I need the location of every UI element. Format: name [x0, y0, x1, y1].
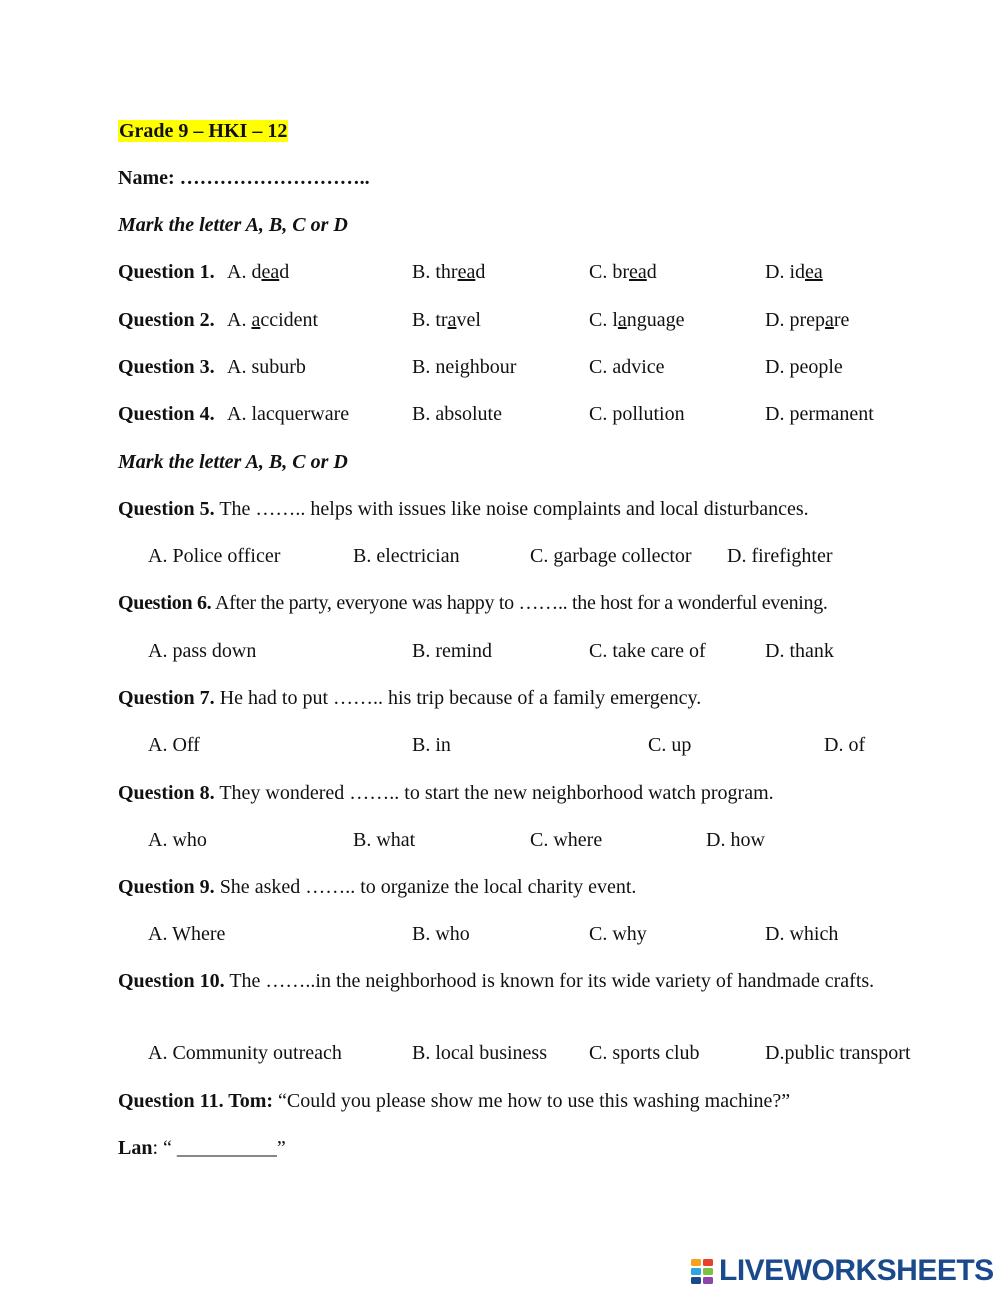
- q6-option-b: B. remind: [412, 640, 492, 662]
- question-2: Question 2.: [118, 309, 215, 331]
- liveworksheets-logo[interactable]: [690, 1254, 994, 1288]
- question-7: Question 7. He had to put …….. his trip because of a family emergency.: [118, 687, 702, 709]
- question-6: Question 6. After the party, everyone was happy to …….. the host for a wonderful evening.: [118, 592, 828, 614]
- q9-option-d: D. which: [765, 923, 839, 945]
- name-line: Name: ………………………..: [118, 167, 370, 189]
- question-4: Question 4.: [118, 403, 215, 425]
- q9-option-c: C. why: [589, 923, 647, 945]
- q4-option-d: D. permanent: [765, 403, 874, 425]
- question-9: Question 9. She asked …….. to organize the local charity event.: [118, 876, 637, 898]
- question-5: Question 5. The …….. helps with issues like noise complaints and local disturbances.: [118, 498, 809, 520]
- q10-option-b: B. local business: [412, 1042, 547, 1064]
- q8-option-c: C. where: [530, 829, 603, 851]
- question-11-reply: Lan: “ __________”: [118, 1137, 286, 1159]
- question-10: Question 10. The ……..in the neighborhood is known for its wide variety of handmade crafts.: [118, 970, 875, 992]
- question-8: Question 8. They wondered …….. to start the new neighborhood watch program.: [118, 782, 774, 804]
- q10-option-c: C. sports club: [589, 1042, 700, 1064]
- q3-option-d: D. people: [765, 356, 843, 378]
- question-3: Question 3.: [118, 356, 215, 378]
- q7-option-a: A. Off: [148, 734, 200, 756]
- worksheet-title: [118, 119, 288, 143]
- q1-option-c: C. bread: [589, 261, 657, 283]
- q3-option-a: A. suburb: [227, 356, 306, 378]
- q2-option-b: B. travel: [412, 309, 481, 331]
- q5-option-a: A. Police officer: [148, 545, 281, 567]
- q8-option-d: D. how: [706, 829, 765, 851]
- q1-option-b: B. thread: [412, 261, 486, 283]
- q10-option-d: D.public transport: [765, 1042, 911, 1064]
- q7-option-d: D. of: [824, 734, 866, 756]
- q6-option-a: A. pass down: [148, 640, 257, 662]
- question-1: Question 1.: [118, 261, 215, 283]
- q5-option-b: B. electrician: [353, 545, 460, 567]
- q2-option-d: D. prepare: [765, 309, 850, 331]
- section-instruction-2: Mark the letter A, B, C or D: [118, 451, 348, 473]
- q3-option-b: B. neighbour: [412, 356, 517, 378]
- q1-option-d: D. idea: [765, 261, 823, 283]
- q7-option-b: B. in: [412, 734, 451, 756]
- title-highlight: Grade 9 – HKI – 12: [119, 120, 288, 142]
- q2-option-c: C. language: [589, 309, 685, 331]
- q1-option-a: A. dead: [227, 261, 290, 283]
- question-11: Question 11. Tom: “Could you please show me how to use this washing machine?”: [118, 1090, 791, 1112]
- q6-option-d: D. thank: [765, 640, 834, 662]
- q2-option-a: A. accident: [227, 309, 319, 331]
- liveworksheets-logo-icon: [690, 1257, 716, 1285]
- q10-option-a: A. Community outreach: [148, 1042, 342, 1064]
- q4-option-a: A. lacquerware: [227, 403, 350, 425]
- q4-option-c: C. pollution: [589, 403, 685, 425]
- section-instruction-1: Mark the letter A, B, C or D: [118, 214, 348, 236]
- q8-option-a: A. who: [148, 829, 207, 851]
- q9-option-b: B. who: [412, 923, 470, 945]
- q8-option-b: B. what: [353, 829, 416, 851]
- q5-option-c: C. garbage collector: [530, 545, 692, 567]
- logo-text: LIVEWORKSHEETS: [719, 1254, 994, 1287]
- q7-option-c: C. up: [648, 734, 692, 756]
- q4-option-b: B. absolute: [412, 403, 502, 425]
- q6-option-c: C. take care of: [589, 640, 706, 662]
- q3-option-c: C. advice: [589, 356, 665, 378]
- q9-option-a: A. Where: [148, 923, 226, 945]
- q5-option-d: D. firefighter: [727, 545, 833, 567]
